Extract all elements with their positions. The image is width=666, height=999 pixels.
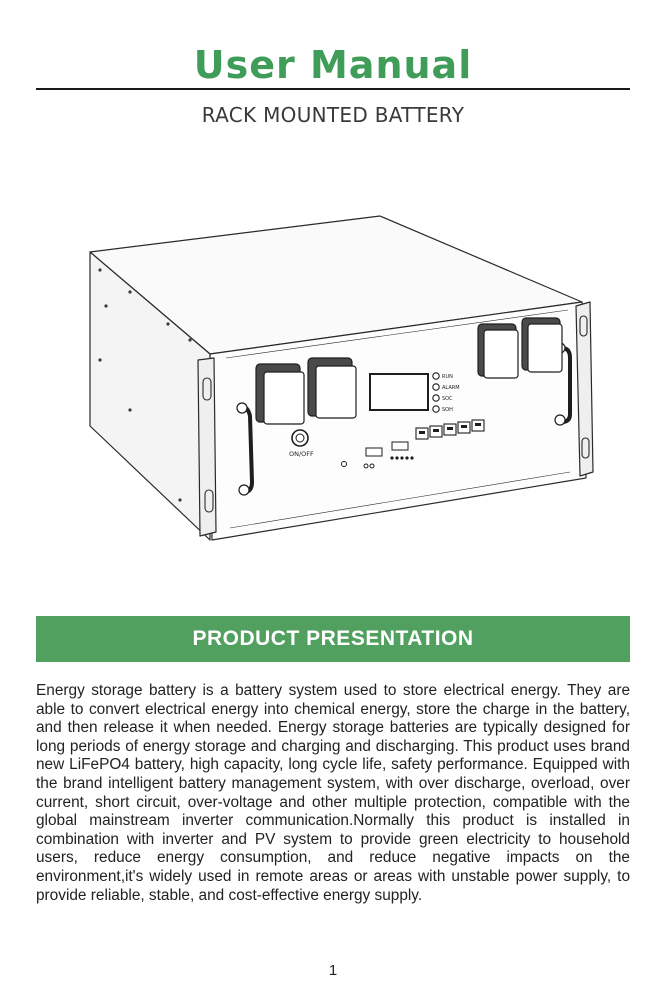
indicator-label: SOC xyxy=(442,396,453,402)
switch-label: ON/OFF xyxy=(289,450,314,458)
body-paragraph: Energy storage battery is a battery system used to store electrical energy. They are able to convert electrical energy into chemical energy, store the charge in the battery, and then release it when needed. Energy storage batteries are typically designed for long periods of energy storage and charging and discharging. This product uses brand new LiFePO4 battery, high capacity, long cycle life, safety performance. Equipped with the brand intelligent battery management system, with over discharge, overload, over current, short circuit, over-voltage and other multiple protection, compatible with the global mainstream inverter communication.Normally this product is installed in combination with inverter and PV system to provide green electricity to household users, reduce energy consumption, and reduce negative impacts on the environment,it's widely used in remote areas or areas with unstable power supply, to provide reliable, stable, and cost-effective energy supply. xyxy=(36,682,630,904)
document-subtitle: RACK MOUNTED BATTERY xyxy=(201,103,465,127)
indicator-label: RUN xyxy=(442,374,453,380)
title-divider xyxy=(36,88,630,90)
indicator-label: ALARM xyxy=(442,385,460,391)
power-switch xyxy=(292,430,308,446)
section-heading: PRODUCT PRESENTATION xyxy=(36,616,630,662)
battery-illustration xyxy=(70,210,600,550)
indicator-label: SOH xyxy=(442,407,453,413)
document-title: User Manual xyxy=(193,43,473,87)
page-number: 1 xyxy=(328,962,338,979)
